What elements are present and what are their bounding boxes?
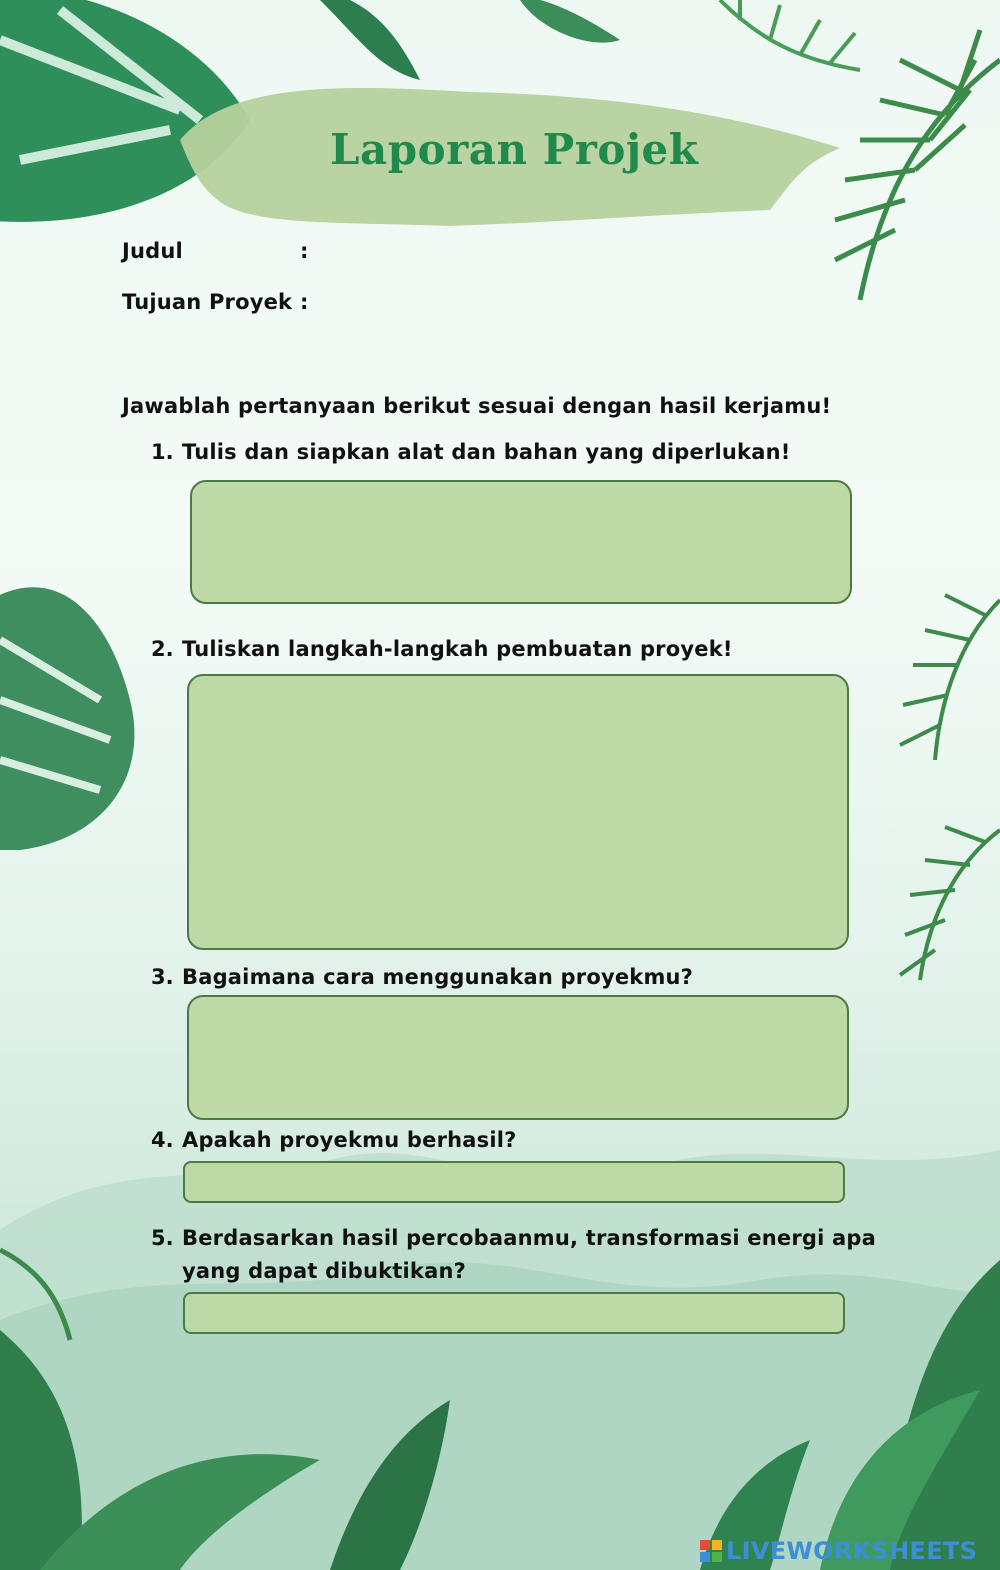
question-text: Apakah proyekmu berhasil? — [182, 1128, 517, 1152]
question-text-line1: Berdasarkan hasil percobaanmu, transformasi energi apa — [182, 1226, 877, 1250]
field-label-tujuan-proyek: Tujuan Proyek — [122, 290, 293, 314]
answer-box-3[interactable] — [187, 995, 849, 1120]
field-colon: : — [300, 239, 309, 263]
question-text: Tulis dan siapkan alat dan bahan yang diperlukan! — [182, 440, 791, 464]
question-number: 1. — [151, 440, 174, 464]
page-title: Laporan Projek — [330, 125, 699, 174]
liveworksheets-logo-icon — [700, 1540, 722, 1562]
instruction-text: Jawablah pertanyaan berikut sesuai dengan hasil kerjamu! — [122, 394, 832, 418]
question-number: 3. — [151, 965, 174, 989]
question-text-line2: yang dapat dibuktikan? — [182, 1259, 466, 1283]
answer-box-5[interactable] — [183, 1292, 845, 1334]
question-number: 5. — [151, 1226, 174, 1250]
field-label-judul: Judul — [122, 239, 183, 263]
answer-box-4[interactable] — [183, 1161, 845, 1203]
answer-box-1[interactable] — [190, 480, 852, 604]
question-number: 2. — [151, 637, 174, 661]
field-colon: : — [300, 290, 309, 314]
question-number: 4. — [151, 1128, 174, 1152]
watermark-text: LIVEWORKSHEETS — [726, 1537, 978, 1565]
question-text: Tuliskan langkah-langkah pembuatan proyek! — [182, 637, 733, 661]
question-text: Bagaimana cara menggunakan proyekmu? — [182, 965, 694, 989]
answer-box-2[interactable] — [187, 674, 849, 950]
